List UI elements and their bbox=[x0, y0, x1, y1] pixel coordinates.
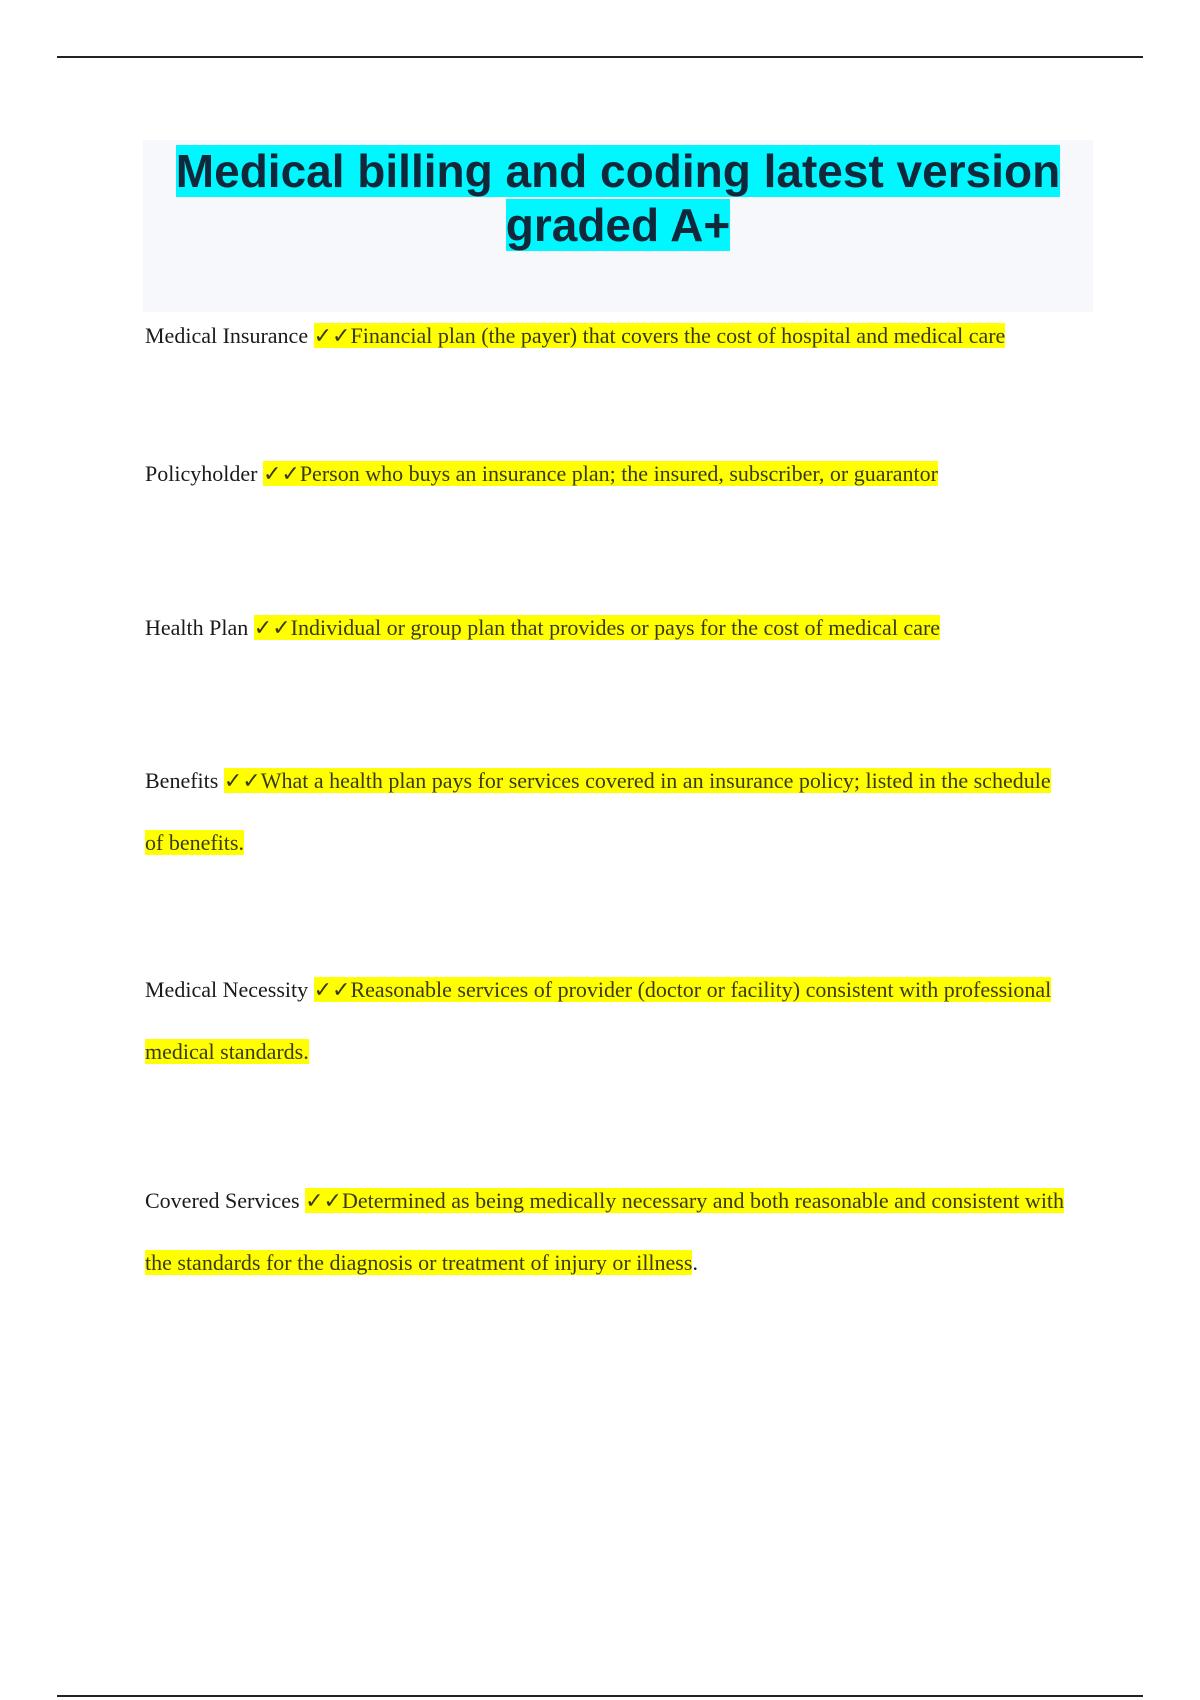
entry-term: Covered Services bbox=[145, 1188, 300, 1213]
entry-definition bbox=[145, 768, 1051, 855]
check-mark-icon: ✓✓ bbox=[305, 1189, 342, 1214]
entry-policyholder bbox=[145, 443, 1065, 505]
entry-term: Medical Insurance bbox=[145, 323, 309, 348]
entry-list bbox=[145, 305, 1065, 1293]
entry-definition bbox=[263, 461, 938, 486]
entry-definition bbox=[314, 323, 1006, 348]
entry-definition-text: Financial plan (the payer) that covers the cost of hospital and medical care bbox=[350, 323, 1006, 348]
entry-definition-text: Individual or group plan that provides or pays for the cost of medical care bbox=[290, 615, 941, 640]
check-mark-icon: ✓✓ bbox=[262, 462, 300, 487]
entry-term: Health Plan bbox=[145, 615, 249, 640]
entry-definition-text: What a health plan pays for services covered in an insurance policy; listed in the schedule of benefits. bbox=[145, 768, 1051, 855]
title-block bbox=[143, 140, 1093, 312]
check-mark-icon: ✓✓ bbox=[313, 324, 351, 349]
entry-medical-necessity bbox=[145, 959, 1065, 1082]
document-title bbox=[143, 140, 1093, 252]
entry-term: Policyholder bbox=[145, 461, 258, 486]
entry-health-plan bbox=[145, 597, 1065, 659]
document-title-text: Medical billing and coding latest version graded A+ bbox=[175, 145, 1061, 251]
entry-medical-insurance bbox=[145, 305, 1065, 367]
entry-term: Benefits bbox=[145, 768, 219, 793]
entry-benefits bbox=[145, 750, 1065, 873]
check-mark-icon: ✓✓ bbox=[253, 616, 291, 641]
entry-definition-text: Reasonable services of provider (doctor or facility) consistent with professional medical standards. bbox=[145, 977, 1052, 1064]
entry-term: Medical Necessity bbox=[145, 977, 309, 1002]
entry-definition-text: Determined as being medically necessary and both reasonable and consistent with the standards for the diagnosis or treatment of injury or illness bbox=[145, 1188, 1065, 1275]
top-rule bbox=[57, 56, 1143, 58]
check-mark-icon: ✓✓ bbox=[313, 978, 351, 1003]
entry-trailing: . bbox=[692, 1250, 698, 1275]
entry-definition-text: Person who buys an insurance plan; the insured, subscriber, or guarantor bbox=[299, 461, 938, 486]
entry-covered-services bbox=[145, 1170, 1065, 1293]
entry-definition bbox=[254, 615, 940, 640]
bottom-rule bbox=[57, 1695, 1143, 1697]
check-mark-icon: ✓✓ bbox=[223, 769, 261, 794]
